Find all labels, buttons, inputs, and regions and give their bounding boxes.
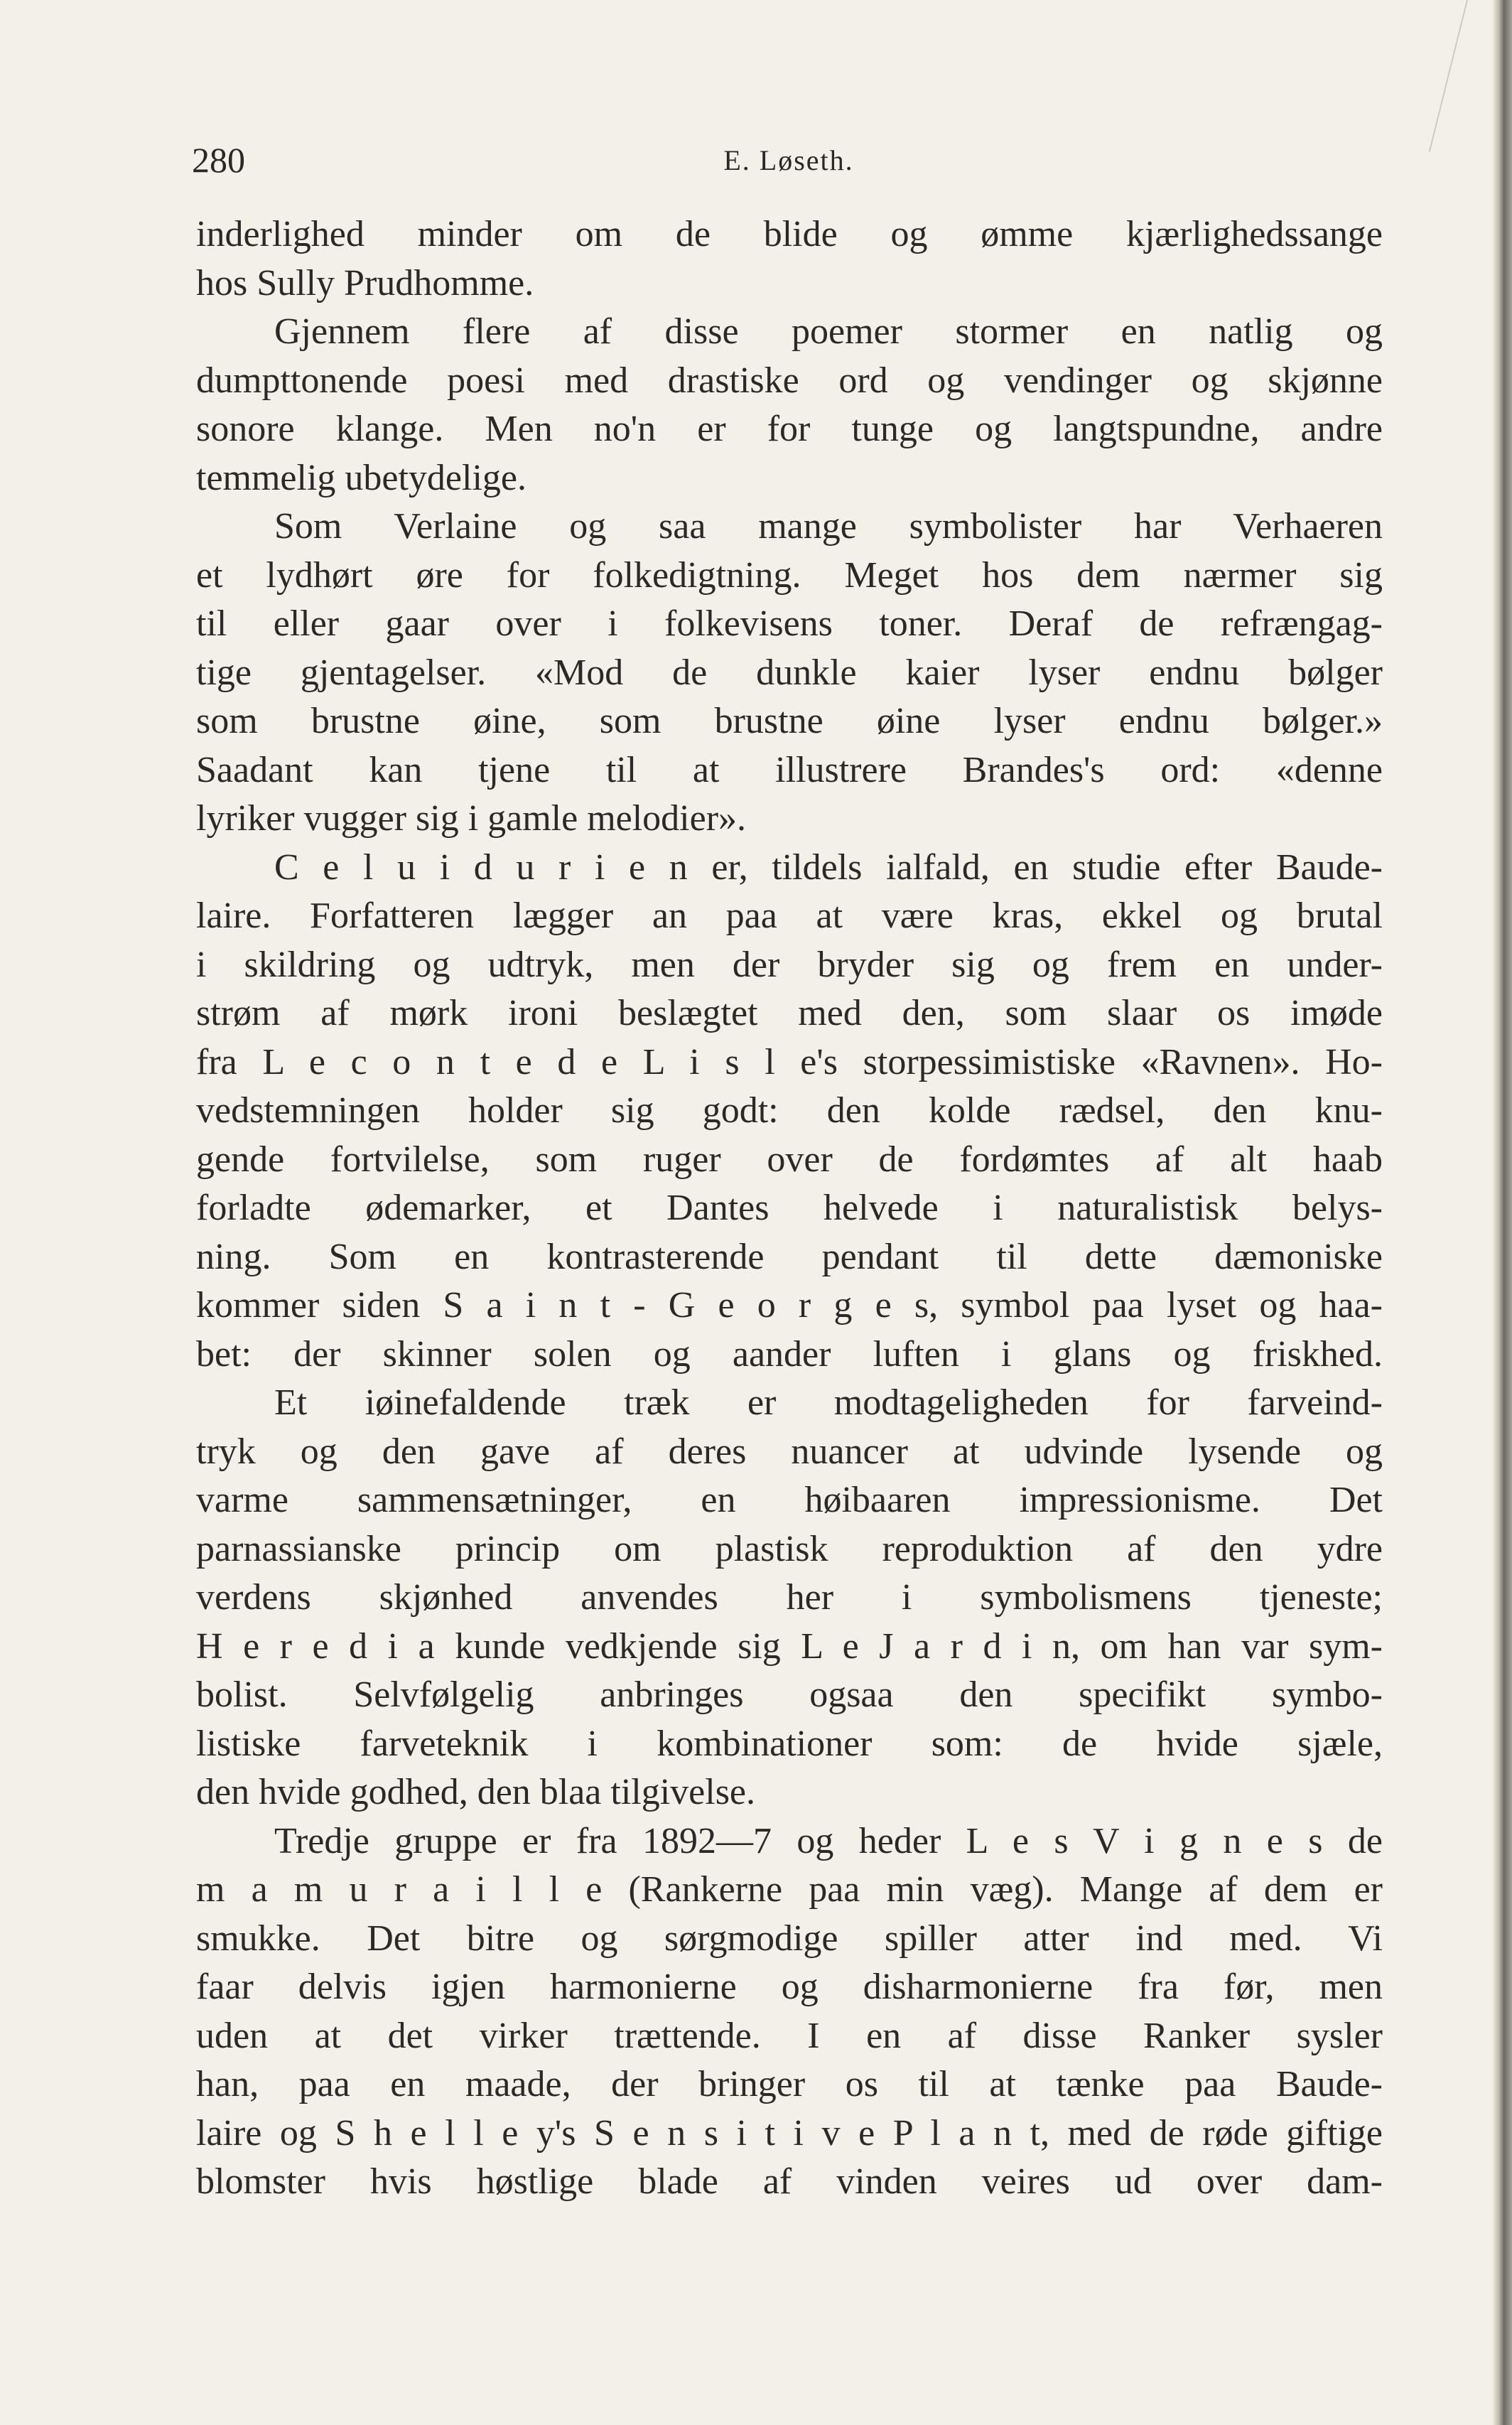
text-line: bet: der skinner solen og aander luften i glans og friskhed. — [196, 1333, 1383, 1375]
text-line: inderlighed minder om de blide og ømme kjærlighedssange — [196, 214, 1383, 254]
text-line: temmelig ubetydelige. — [196, 457, 526, 498]
body-text — [196, 210, 1383, 2207]
text-line: sonore klange. Men no'n er for tunge og langtspundne, andre — [196, 409, 1383, 449]
text-line: vedstemningen holder sig godt: den kolde rædsel, den knu- — [196, 1090, 1383, 1131]
text-line: den hvide godhed, den blaa tilgivelse. — [196, 1772, 756, 1812]
text-line: han, paa en maade, der bringer os til at tænke paa Baude- — [196, 2064, 1383, 2104]
text-line: Som Verlaine og saa mange symbolister har Verhaeren — [274, 506, 1383, 547]
text-line: smukke. Det bitre og sørgmodige spiller atter ind med. Vi — [196, 1918, 1383, 1959]
text-line: parnassianske princip om plastisk reproduktion af den ydre — [196, 1528, 1383, 1569]
page-edge-line — [1429, 0, 1468, 152]
text-line: tryk og den gave af deres nuancer at udvinde lysende og — [196, 1431, 1383, 1472]
text-line: listiske farveteknik i kombinationer som: de hvide sjæle, — [196, 1723, 1383, 1764]
text-line: laire og S h e l l e y's S e n s i t i v e P l a n t, med de røde giftige — [196, 2112, 1383, 2154]
page-header — [192, 135, 1386, 185]
text-line: Gjennem flere af disse poemer stormer en natlig og — [274, 311, 1383, 352]
text-line: H e r e d i a kunde vedkjende sig L e J a r d i n, om han var sym- — [196, 1625, 1383, 1667]
text-line: varme sammensætninger, en høibaaren impressionisme. Det — [196, 1480, 1383, 1520]
text-line: fra L e c o n t e d e L i s l e's storpessimistiske «Ravnen». Ho- — [196, 1041, 1383, 1082]
text-line: Tredje gruppe er fra 1892—7 og heder L e s V i g n e s de — [274, 1820, 1383, 1861]
text-line: C e l u i d u r i e n er, tildels ialfald, en studie efter Baude- — [274, 846, 1383, 888]
text-line: gende fortvilelse, som ruger over de fordømtes af alt haab — [196, 1139, 1383, 1180]
text-line: blomster hvis høstlige blade af vinden veires ud over dam- — [196, 2161, 1383, 2202]
text-line: dumpttonende poesi med drastiske ord og vendinger og skjønne — [196, 360, 1383, 401]
text-line: bolist. Selvfølgelig anbringes ogsaa den specifikt symbo- — [196, 1674, 1383, 1715]
text-line: et lydhørt øre for folkedigtning. Meget hos dem nærmer sig — [196, 554, 1383, 596]
text-line: uden at det virker trættende. I en af disse Ranker sysler — [196, 2015, 1383, 2056]
text-line: Et iøinefaldende træk er modtageligheden for farveind- — [274, 1382, 1383, 1423]
text-line: m a m u r a i l l e (Rankerne paa min væg). Mange af dem er — [196, 1869, 1383, 1910]
text-line: Saadant kan tjene til at illustrere Brandes's ord: «denne — [196, 749, 1383, 790]
text-line: lyriker vugger sig i gamle melodier». — [196, 798, 747, 839]
text-line: som brustne øine, som brustne øine lyser endnu bølger.» — [196, 701, 1383, 741]
text-line: kommer siden S a i n t - G e o r g e s, symbol paa lyset og haa- — [196, 1285, 1383, 1326]
text-line: faar delvis igjen harmonierne og disharmonierne fra før, men — [196, 1967, 1383, 2007]
text-line: strøm af mørk ironi beslægtet med den, som slaar os imøde — [196, 993, 1383, 1033]
text-line: laire. Forfatteren lægger an paa at være kras, ekkel og brutal — [196, 896, 1383, 936]
text-line: forladte ødemarker, et Dantes helvede i naturalistisk belys- — [196, 1188, 1383, 1228]
text-line: ning. Som en kontrasterende pendant til dette dæmoniske — [196, 1236, 1383, 1277]
text-line: tige gjentagelser. «Mod de dunkle kaier lyser endnu bølger — [196, 652, 1383, 693]
text-line: hos Sully Prudhomme. — [196, 262, 534, 303]
page-number: 280 — [192, 140, 245, 180]
running-head: E. Løseth. — [723, 144, 854, 176]
page-spine-shadow — [1492, 0, 1512, 2425]
text-line: i skildring og udtryk, men der bryder sig og frem en under- — [196, 944, 1383, 985]
text-line: til eller gaar over i folkevisens toner. Deraf de refrængag- — [196, 603, 1383, 644]
text-line: verdens skjønhed anvendes her i symbolismens tjeneste; — [196, 1577, 1383, 1618]
